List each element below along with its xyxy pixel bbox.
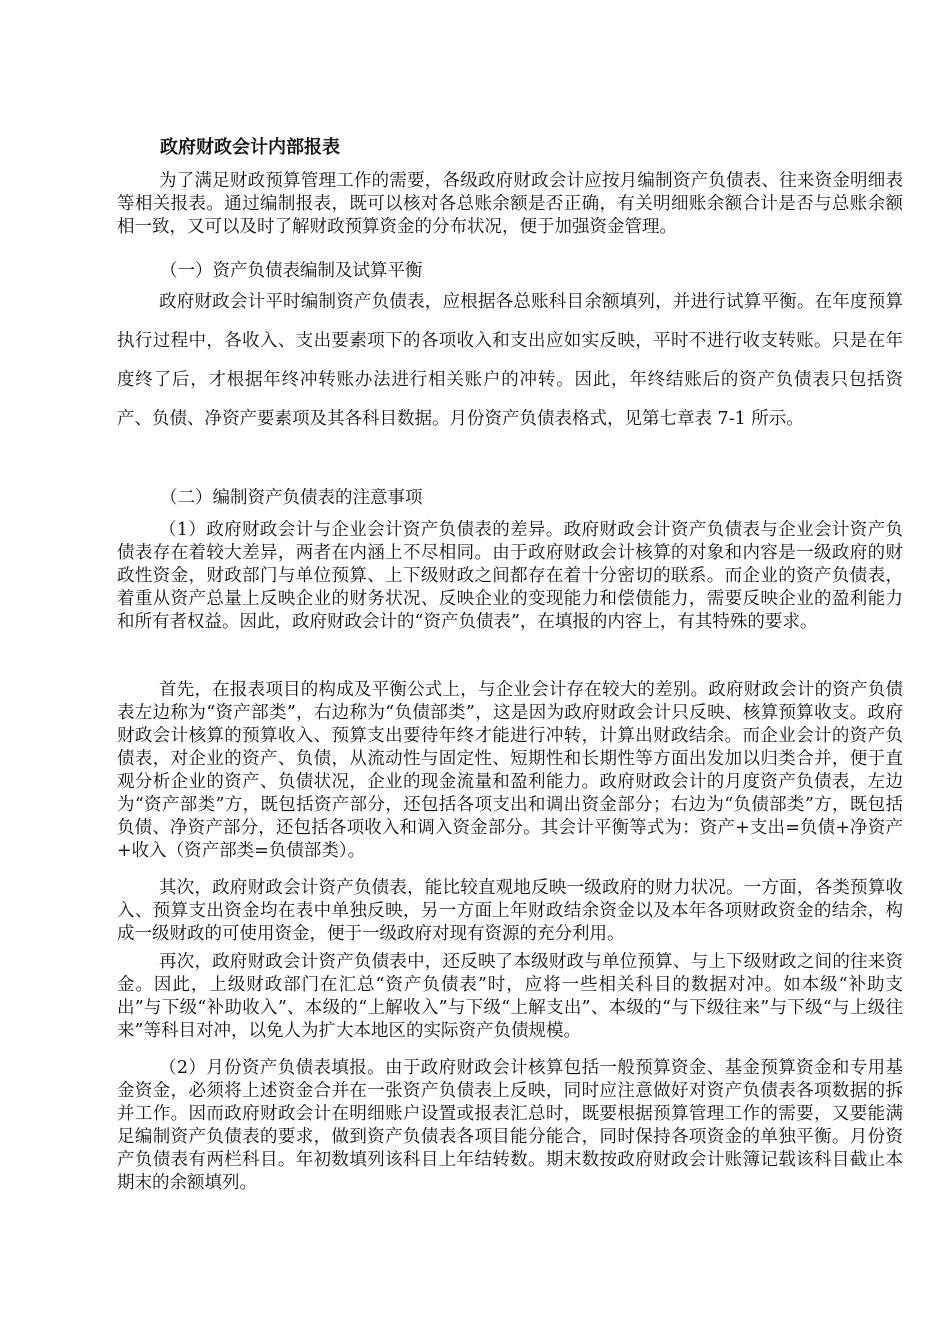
third-paragraph: 再次，政府财政会计资产负债表中，还反映了本级财政与单位预算、与上下级财政之间的往来资金。因此，上级财政部门在汇总“资产负债表”时，应将一些相关科目的数据对冲。如本级“补助支出”与下级“补助收入”、本级的“上解收入”与下级“上解支出”、本级的“与下级往来”与下级“与上级往来”等科目对冲，以免人为扩大本地区的实际资产负债规模。: [117, 952, 903, 1041]
point-2-paragraph: （2）月份资产负债表填报。由于政府财政会计核算包括一般预算资金、基金预算资金和专用基金资金，必须将上述资金合并在一张资产负债表上反映，同时应注意做好对资产负债表各项数据的拆并工作。因而政府财政会计在明细账户设置或报表汇总时，既要根据预算管理工作的需要，又要能满足编制资产负债表的要求，做到资产负债表各项目能分能合，同时保持各项资金的单独平衡。月份资产负债表有两栏科目。年初数填列该科目上年结转数。期末数按政府财政会计账簿记载该科目截止本期末的余额填列。: [117, 1058, 903, 1193]
section-heading-1: （一）资产负债表编制及试算平衡: [160, 261, 423, 281]
document-title: 政府财政会计内部报表: [160, 137, 340, 158]
section-1-paragraph: 政府财政会计平时编制资产负债表，应根据各总账科目余额填列，并进行试算平衡。在年度预算执行过程中，各收入、支出要素项下的各项收入和支出应如实反映，平时不进行收支转账。只是在年度终了后，才根据年终冲转账办法进行相关账户的冲转。因此，年终结账后的资产负债表只包括资产、负债、净资产要素项及其各科目数据。月份资产负债表格式，见第七章表 7-1 所示。: [117, 292, 903, 429]
section-heading-2: （二）编制资产负债表的注意事项: [160, 488, 423, 508]
second-paragraph: 其次，政府财政会计资产负债表，能比较直观地反映一级政府的财力状况。一方面，各类预算收入、预算支出资金均在表中单独反映，另一方面上年财政结余资金以及本年各项财政资金的结余，构成一级财政的可使用资金，便于一级政府对现有资源的充分利用。: [117, 878, 903, 944]
first-paragraph: 首先，在报表项目的构成及平衡公式上，与企业会计存在较大的差别。政府财政会计的资产负债表左边称为“资产部类”，右边称为“负债部类”，这是因为政府财政会计只反映、核算预算收支。政府财政会计核算的预算收入、预算支出要待年终才能进行冲转，计算出财政结余。而企业会计的资产负债表，对企业的资产、负债，从流动性与固定性、短期性和长期性等方面出发加以归类合并，便于直观分析企业的资产、负债状况，企业的现金流量和盈利能力。政府财政会计的月度资产负债表，左边为“资产部类”方，既包括资产部分，还包括各项支出和调出资金部分；右边为“负债部类”方，既包括负债、净资产部分，还包括各项收入和调入资金部分。其会计平衡等式为：资产+支出=负债+净资产+收入（资产部类=负债部类）。: [117, 680, 903, 861]
intro-paragraph: 为了满足财政预算管理工作的需要，各级政府财政会计应按月编制资产负债表、往来资金明细表等相关报表。通过编制报表，既可以核对各总账余额是否正确，有关明细账余额合计是否与总账余额相一致，又可以及时了解财政预算资金的分布状况，便于加强资金管理。: [117, 171, 903, 237]
point-1-paragraph: （1）政府财政会计与企业会计资产负债表的差异。政府财政会计资产负债表与企业会计资产负债表存在着较大差异，两者在内涵上不尽相同。由于政府财政会计核算的对象和内容是一级政府的财政性资金，财政部门与单位预算、上下级财政之间都存在着十分密切的联系。而企业的资产负债表，着重从资产总量上反映企业的财务状况、反映企业的变现能力和偿债能力，需要反映企业的盈利能力和所有者权益。因此，政府财政会计的“资产负债表”，在填报的内容上，有其特殊的要求。: [117, 520, 903, 632]
